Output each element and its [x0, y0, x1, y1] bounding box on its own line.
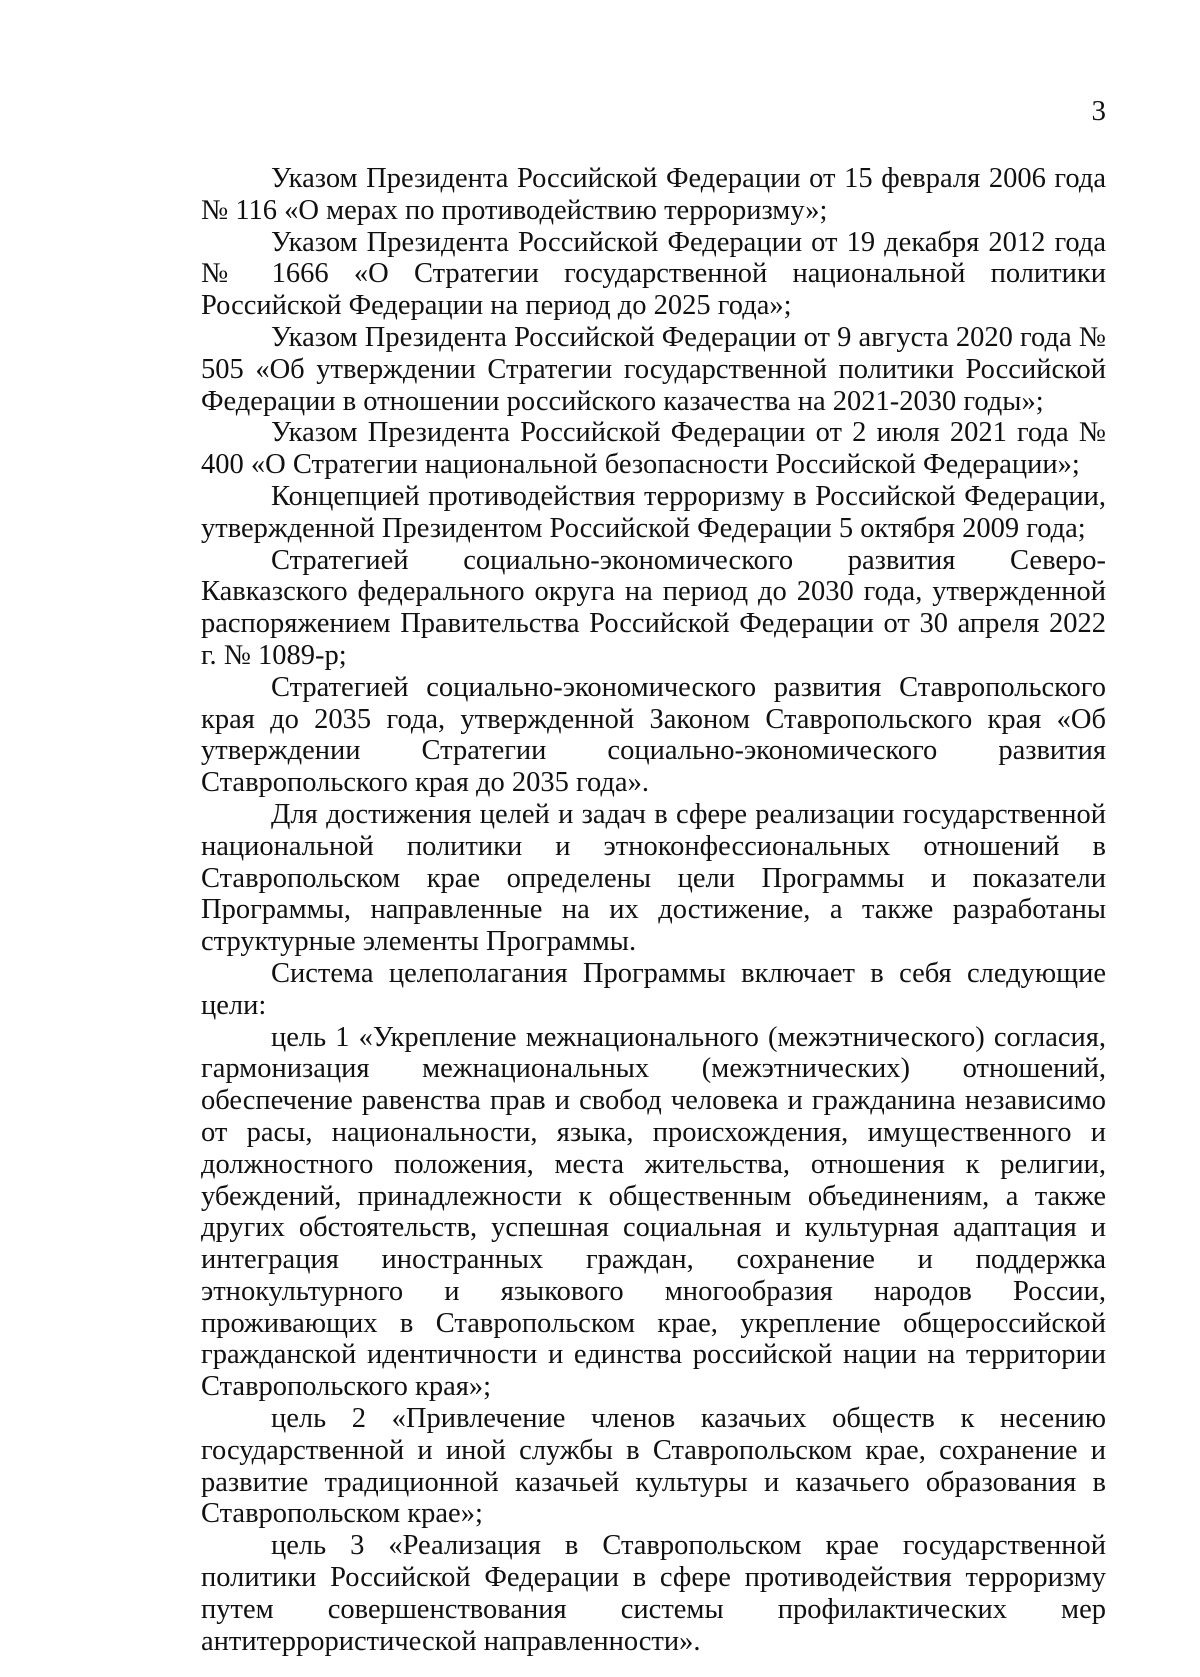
document-body	[201, 163, 1106, 1657]
paragraph-decree-505: Указом Президента Российской Федерации от 9 августа 2020 года № 505 «Об утверждении Стратегии государственной политики Российской Федерации в отношении российского казачества на 2021-2030 годы»;	[201, 321, 1106, 417]
paragraph-concept-counterterrorism: Концепцией противодействия терроризму в Российской Федерации, утвержденной Президентом Российской Федерации 5 октября 2009 года;	[201, 480, 1106, 544]
paragraph-goals-intro: Для достижения целей и задач в сфере реализации государственной национальной политики и этноконфессиональных отношений в Ставропольском крае определены цели Программы и показатели Программы, направленные на их достижение, а также разработаны структурные элементы Программы.	[201, 798, 1106, 958]
paragraph-goal-1: цель 1 «Укрепление межнационального (межэтнического) согласия, гармонизация межнациональных (межэтнических) отношений, обеспечение равенства прав и свобод человека и гражданина независимо от расы, национальности, языка, происхождения, имущественного и должностного положения, места жительства, отношения к религии, убеждений, принадлежности к общественным объединениям, а также других обстоятельств, успешная социальная и культурная адаптация и интеграция иностранных граждан, сохранение и поддержка этнокультурного и языкового многообразия народов России, проживающих в Ставропольском крае, укрепление общероссийской гражданской идентичности и единства российской нации на территории Ставропольского края»;	[201, 1021, 1106, 1403]
paragraph-decree-1666: Указом Президента Российской Федерации от 19 декабря 2012 года № 1666 «О Стратегии государственной национальной политики Российской Федерации на период до 2025 года»;	[201, 226, 1106, 322]
paragraph-decree-116: Указом Президента Российской Федерации от 15 февраля 2006 года № 116 «О мерах по противодействию терроризму»;	[201, 163, 1106, 226]
page-number: 3	[1091, 95, 1106, 127]
paragraph-goal-system: Система целеполагания Программы включает в себя следующие цели:	[201, 957, 1106, 1021]
paragraph-decree-400: Указом Президента Российской Федерации от 2 июля 2021 года № 400 «О Стратегии национальной безопасности Российской Федерации»;	[201, 417, 1106, 481]
paragraph-goal-2: цель 2 «Привлечение членов казачьих обществ к несению государственной и иной службы в Ставропольском крае, сохранение и развитие традиционной казачьей культуры и казачьего образования в Ставропольском крае»;	[201, 1403, 1106, 1530]
paragraph-strategy-north-caucasus: Стратегией социально-экономического развития Северо-Кавказского федерального округа на период до 2030 года, утвержденной распоряжением Правительства Российской Федерации от 30 апреля 2022 г. № 1089-р;	[201, 544, 1106, 671]
paragraph-goal-3: цель 3 «Реализация в Ставропольском крае государственной политики Российской Федерации в сфере противодействия терроризму путем совершенствования системы профилактических мер антитеррористической направленности».	[201, 1530, 1106, 1657]
paragraph-strategy-stavropol: Стратегией социально-экономического развития Ставропольского края до 2035 года, утвержденной Законом Ставропольского края «Об утверждении Стратегии социально-экономического развития Ставропольского края до 2035 года».	[201, 671, 1106, 799]
